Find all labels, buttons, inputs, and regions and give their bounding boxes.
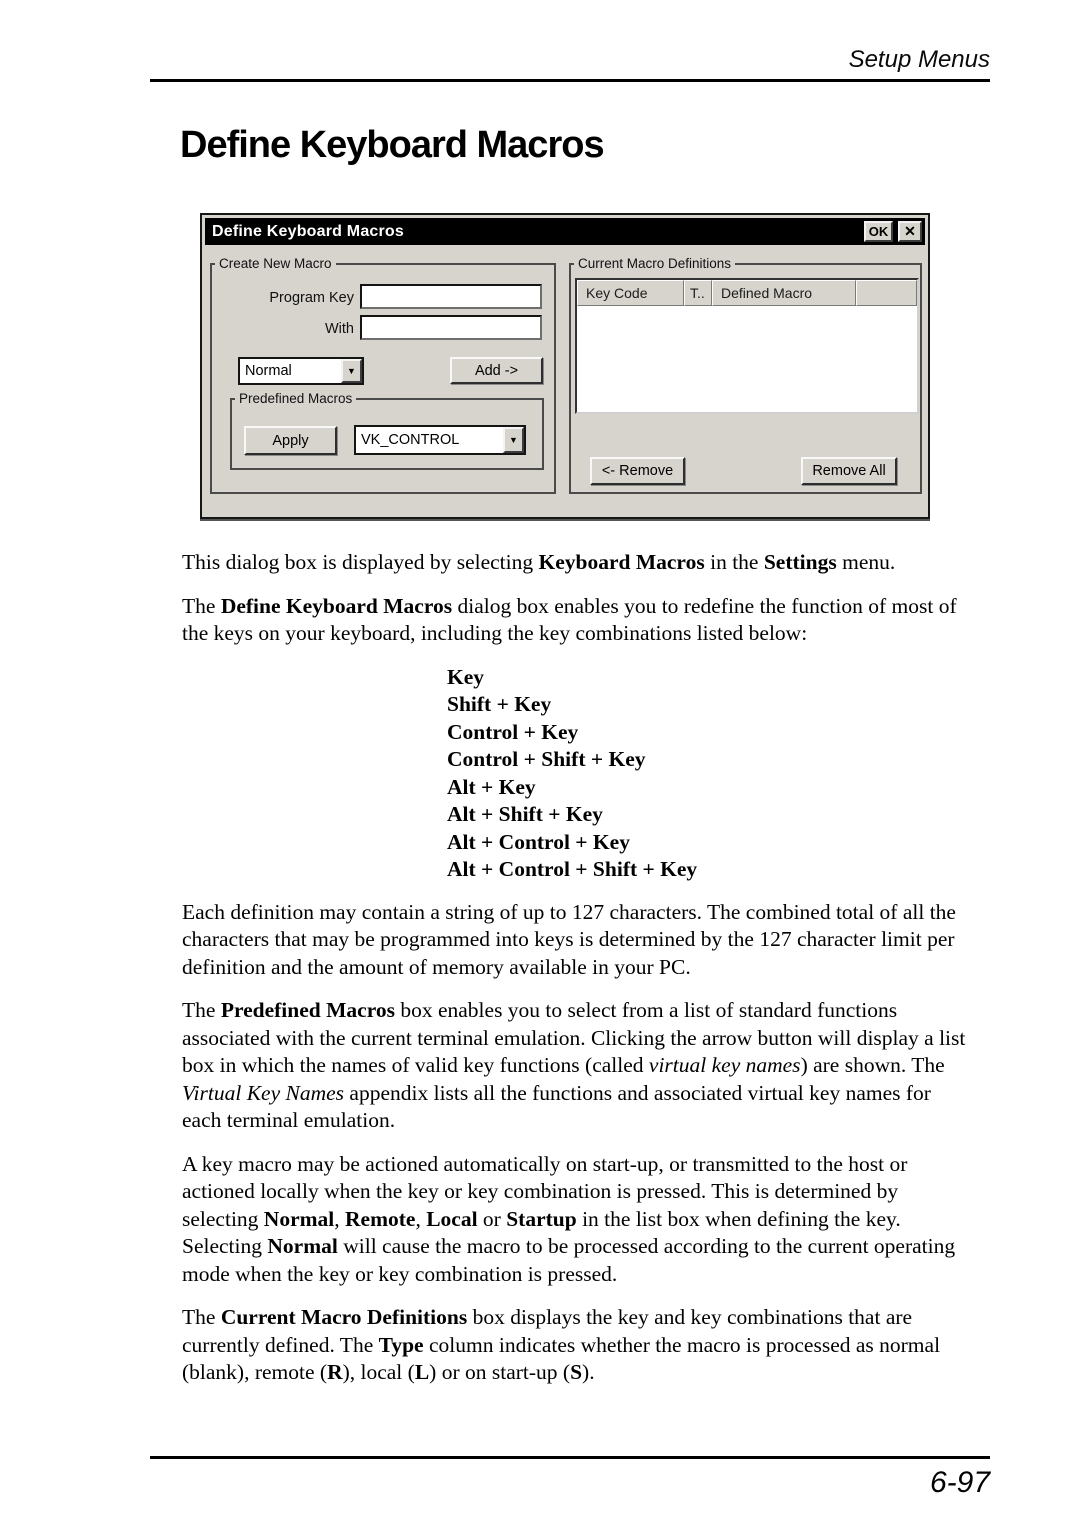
dropdown-arrow-icon[interactable]: ▼ bbox=[503, 427, 524, 453]
key-combination: Control + Key bbox=[447, 719, 579, 744]
column-header-defined-macro[interactable]: Defined Macro bbox=[712, 280, 856, 306]
body-text bbox=[182, 549, 970, 1403]
program-key-input[interactable] bbox=[360, 284, 542, 309]
with-label: With bbox=[325, 321, 354, 337]
column-header-type[interactable]: T.. bbox=[684, 280, 712, 306]
dialog-body bbox=[205, 247, 925, 514]
table-header-row bbox=[577, 280, 917, 306]
page-title: Define Keyboard Macros bbox=[180, 124, 604, 166]
key-combination: Alt + Shift + Key bbox=[447, 802, 603, 826]
column-header-blank bbox=[856, 280, 917, 306]
predefined-macro-value: VK_CONTROL bbox=[361, 432, 460, 448]
key-combination: Control + Shift + Key bbox=[447, 747, 646, 771]
column-header-key-code[interactable]: Key Code bbox=[577, 280, 684, 306]
paragraph: A key macro may be actioned automatically on start-up, or transmitted to the host or actioned locally when the key or key combination is pressed. This is determined by selecting Normal, Remote, Local or Startup in the list box when defining the key. Selecting Normal will cause the macro to be processed according to the current operating mode when the key or key combination is pressed. bbox=[182, 1151, 956, 1286]
add-button[interactable]: Add -> bbox=[450, 357, 543, 384]
group-label: Predefined Macros bbox=[235, 391, 356, 406]
header-rule bbox=[150, 79, 990, 82]
paragraph: The Predefined Macros box enables you to select from a list of standard functions associated with the current terminal emulation. Clicking the arrow button will display a list box in which the names of valid key functions (called virtual key names) are shown. The Virtual Key Names appendix lists all the functions and associated virtual key names for each terminal emulation. bbox=[182, 998, 966, 1132]
macro-mode-value: Normal bbox=[245, 363, 292, 379]
close-icon[interactable]: ✕ bbox=[898, 221, 922, 242]
paragraph: This dialog box is displayed by selecting Keyboard Macros in the Settings menu. bbox=[182, 550, 896, 574]
ok-button[interactable]: OK bbox=[864, 221, 893, 242]
macro-mode-select[interactable] bbox=[238, 357, 364, 385]
paragraph: The Define Keyboard Macros dialog box enables you to redefine the function of most of the keys on your keyboard, including the key combinations listed below: bbox=[182, 593, 957, 645]
predefined-macros-group bbox=[230, 391, 544, 470]
predefined-macro-select[interactable] bbox=[354, 425, 526, 455]
key-combination: Key bbox=[447, 664, 485, 689]
program-key-label: Program Key bbox=[269, 290, 354, 306]
dropdown-arrow-icon[interactable]: ▼ bbox=[341, 359, 362, 383]
apply-button[interactable]: Apply bbox=[244, 426, 337, 455]
dialog-titlebar bbox=[205, 218, 925, 245]
key-combination: Alt + Key bbox=[447, 774, 536, 799]
with-input[interactable] bbox=[360, 315, 542, 340]
create-new-macro-group bbox=[210, 256, 556, 494]
remove-all-button[interactable]: Remove All bbox=[801, 457, 897, 485]
key-combination: Alt + Control + Shift + Key bbox=[447, 857, 698, 881]
remove-button[interactable]: <- Remove bbox=[590, 457, 685, 485]
group-label: Create New Macro bbox=[215, 256, 336, 271]
key-combination: Shift + Key bbox=[447, 692, 552, 716]
define-keyboard-macros-dialog bbox=[200, 213, 930, 519]
paragraph: Each definition may contain a string of up to 127 characters. The combined total of all the characters that may be programmed into keys is determined by the 127 character limit per definition and the amount of memory available in your PC. bbox=[182, 899, 956, 979]
macro-definitions-table[interactable] bbox=[575, 278, 919, 414]
page-number: 6-97 bbox=[929, 1466, 990, 1499]
dialog-title: Define Keyboard Macros bbox=[212, 222, 405, 240]
current-macro-definitions-group bbox=[569, 256, 922, 494]
macro-list-empty-area[interactable] bbox=[577, 306, 917, 412]
paragraph: The Current Macro Definitions box displays the key and key combinations that are currently defined. The Type column indicates whether the macro is processed as normal (blank), remote (R), local (L) or on start-up (S). bbox=[182, 1305, 941, 1384]
footer-rule bbox=[150, 1456, 990, 1459]
key-combination-list bbox=[447, 664, 970, 884]
group-label: Current Macro Definitions bbox=[574, 256, 735, 271]
key-combination: Alt + Control + Key bbox=[447, 829, 630, 854]
running-header: Setup Menus bbox=[848, 46, 990, 73]
